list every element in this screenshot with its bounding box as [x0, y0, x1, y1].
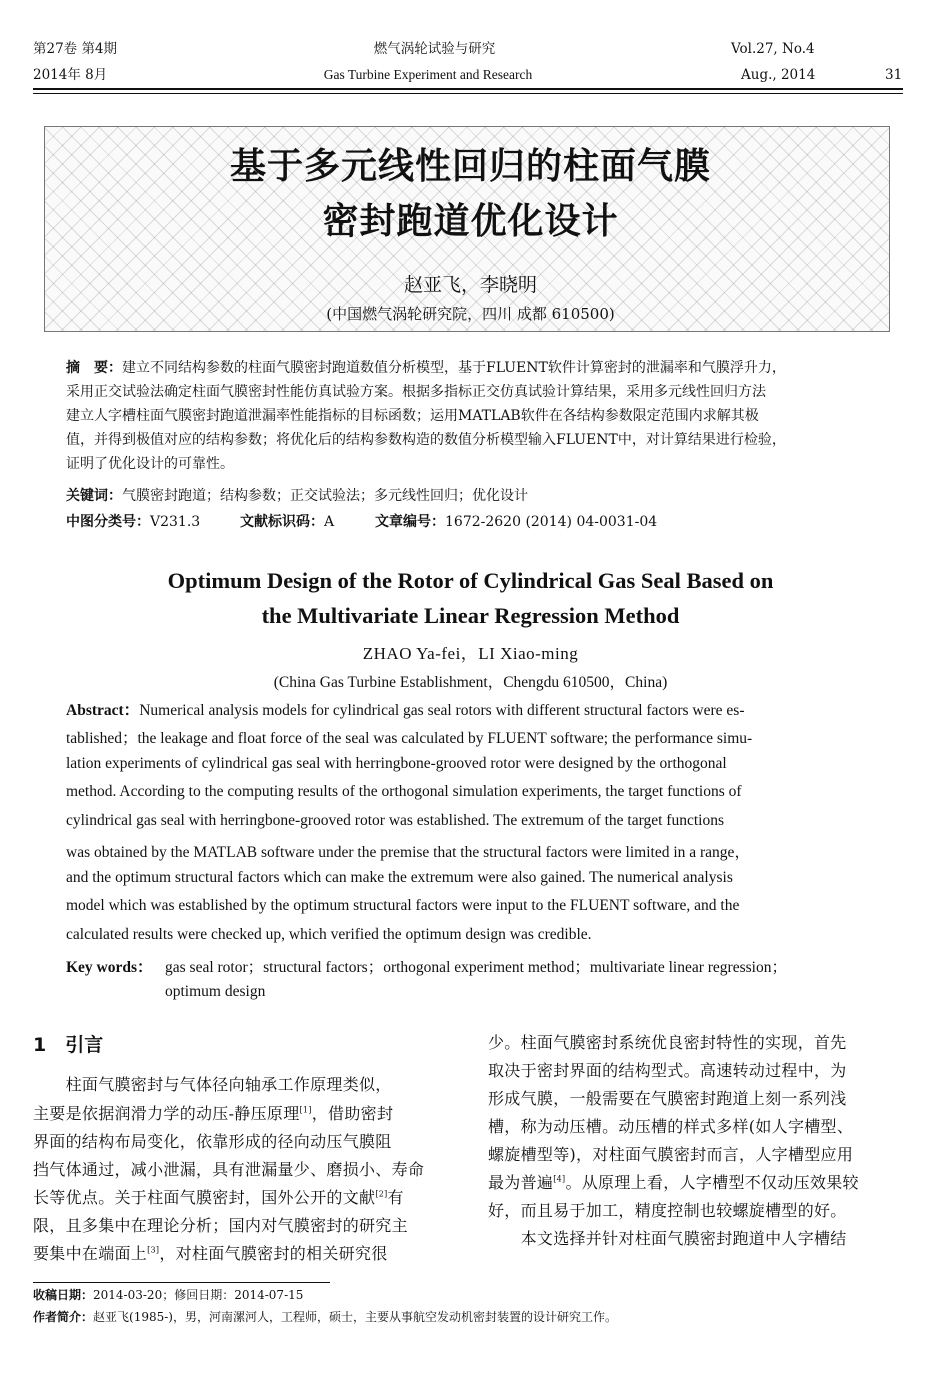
abstract-en-line-2: tablished；the leakage and float force of the seal was calculated by FLUENT software; the performance simu-	[66, 730, 753, 747]
citation-4: [4]	[553, 1174, 566, 1184]
abstract-en-line-6: was obtained by the MATLAB software under the premise that the structural factors were limited in a range，	[66, 844, 750, 861]
abstract-en-line-4: method. According to the computing results of the orthogonal simulation experiments, the target functions of	[66, 783, 742, 800]
abstract-en-line-9: calculated results were checked up, which verified the optimum design was credible.	[66, 926, 592, 943]
body-right-line-2: 取决于密封界面的结构型式。高速转动过程中，为	[488, 1061, 847, 1080]
body-left-line-3: 界面的结构布局变化，依靠形成的径向动压气膜阻	[33, 1132, 392, 1151]
abstract-cn-line-3: 建立人字槽柱面气膜密封跑道泄漏率性能指标的目标函数；运用MATLAB软件在各结构参数限定范围内求解其极	[66, 408, 759, 424]
date-en: Aug., 2014	[741, 67, 816, 83]
citation-3: [3]	[147, 1245, 160, 1255]
body-left-line-5: 长等优点。关于柱面气膜密封，国外公开的文献[2]有	[33, 1188, 404, 1207]
authors-cn: 赵亚飞，李晓明	[403, 274, 537, 296]
body-left-line-6: 限，且多集中在理论分析；国内对气膜密封的研究主	[33, 1216, 408, 1235]
body-right-line-5: 螺旋槽型等)，对柱面气膜密封而言，人字槽型应用	[488, 1145, 854, 1164]
keywords-en-line-2: optimum design	[165, 983, 266, 1000]
title-en-line2: the Multivariate Linear Regression Method	[261, 603, 680, 628]
volume-issue-cn: 第27卷 第4期	[33, 41, 118, 57]
citation-2: [2]	[375, 1189, 388, 1199]
abstract-en-line-5: cylindrical gas seal with herringbone-grooved rotor was established. The extremum of the target functions	[66, 812, 724, 829]
footnote-author-bio: 作者简介：赵亚飞(1985-)，男，河南漯河人，工程师，硕士，主要从事航空发动机密封装置的设计研究工作。	[33, 1310, 617, 1324]
body-left-line-4: 挡气体通过，减小泄漏，具有泄漏量少、磨损小、寿命	[33, 1160, 425, 1179]
body-left-line-7: 要集中在端面上[3]，对柱面气膜密封的相关研究很	[33, 1244, 388, 1263]
journal-name-cn: 燃气涡轮试验与研究	[373, 41, 496, 57]
abstract-cn-label: 摘 要：	[66, 360, 122, 376]
abstract-en-line-1: Abstract：Numerical analysis models for cylindrical gas seal rotors with different structural factors were es-	[66, 702, 745, 719]
article-number: 文章编号：1672-2620 (2014) 04-0031-04	[375, 514, 658, 530]
body-right-line-8: 本文选择并针对柱面气膜密封跑道中人字槽结	[488, 1229, 847, 1248]
journal-name-en: Gas Turbine Experiment and Research	[323, 67, 533, 82]
abstract-cn-line-1: 摘 要：建立不同结构参数的柱面气膜密封跑道数值分析模型，基于FLUENT软件计算密封的泄漏率和气膜浮升力，	[66, 360, 786, 376]
authors-en: ZHAO Ya-fei，LI Xiao-ming	[362, 644, 579, 663]
abstract-en-line-7: and the optimum structural factors which can make the extremum were also gained. The numerical analysis	[66, 869, 733, 886]
title-en-line1: Optimum Design of the Rotor of Cylindrical Gas Seal Based on	[167, 568, 774, 593]
abstract-en-line-3: lation experiments of cylindrical gas seal with herringbone-grooved rotor were designed by the orthogonal	[66, 755, 727, 772]
title-cn-line1: 基于多元线性回归的柱面气膜	[229, 146, 711, 187]
abstract-cn-line-2: 采用正交试验法确定柱面气膜密封性能仿真试验方案。根据多指标正交仿真试验计算结果，采用多元线性回归方法	[66, 384, 766, 400]
affiliation-cn: (中国燃气涡轮研究院，四川 成都 610500)	[326, 305, 615, 323]
keywords-cn: 关键词：气膜密封跑道；结构参数；正交试验法；多元线性回归；优化设计	[66, 488, 528, 504]
keywords-en-line-1: gas seal rotor；structural factors；orthogonal experiment method；multivariate linear regression；	[165, 959, 787, 976]
body-right-line-4: 槽，称为动压槽。动压槽的样式多样(如人字槽型、	[488, 1117, 854, 1136]
page-number: 31	[885, 67, 903, 83]
keywords-en-label: Key words：	[66, 959, 153, 976]
volume-issue-en: Vol.27, No.4	[731, 41, 815, 57]
body-right-line-3: 形成气膜，一般需要在气膜密封跑道上刻一系列浅	[488, 1089, 847, 1108]
header-rule-thin	[33, 93, 903, 94]
abstract-cn-line-4: 值，并得到极值对应的结构参数；将优化后的结构参数构造的数值分析模型输入FLUENT中，对计算结果进行检验，	[66, 432, 786, 448]
body-left-line-1: 柱面气膜密封与气体径向轴承工作原理类似，	[33, 1075, 392, 1094]
affiliation-en: (China Gas Turbine Establishment，Chengdu 610500，China)	[273, 674, 668, 691]
section-1-heading: 1 引言	[33, 1034, 104, 1056]
title-cn-line2: 密封跑道优化设计	[322, 201, 619, 242]
footnote-rule	[33, 1282, 330, 1283]
body-right-line-1: 少。柱面气膜密封系统优良密封特性的实现，首先	[488, 1033, 847, 1052]
clc-number: 中图分类号：V231.3	[66, 514, 201, 530]
document-code: 文献标识码：A	[240, 514, 335, 530]
abstract-en-line-8: model which was established by the optimum structural factors were input to the FLUENT software, and the	[66, 897, 740, 914]
keywords-cn-label: 关键词：	[66, 488, 122, 504]
header-rule	[33, 88, 903, 90]
body-right-line-7: 好，而且易于加工，精度控制也较螺旋槽型的好。	[488, 1201, 847, 1220]
abstract-en-label: Abstract：	[66, 702, 140, 719]
citation-1: [1]	[299, 1105, 312, 1115]
body-right-line-6: 最为普遍[4]。从原理上看，人字槽型不仅动压效果较	[488, 1173, 859, 1192]
date-cn: 2014年 8月	[33, 67, 108, 83]
body-left-line-2: 主要是依据润滑力学的动压-静压原理[1]，借助密封	[33, 1104, 394, 1123]
abstract-cn-line-5: 证明了优化设计的可靠性。	[66, 456, 234, 472]
footnote-dates: 收稿日期：2014-03-20；修回日期：2014-07-15	[33, 1288, 304, 1302]
